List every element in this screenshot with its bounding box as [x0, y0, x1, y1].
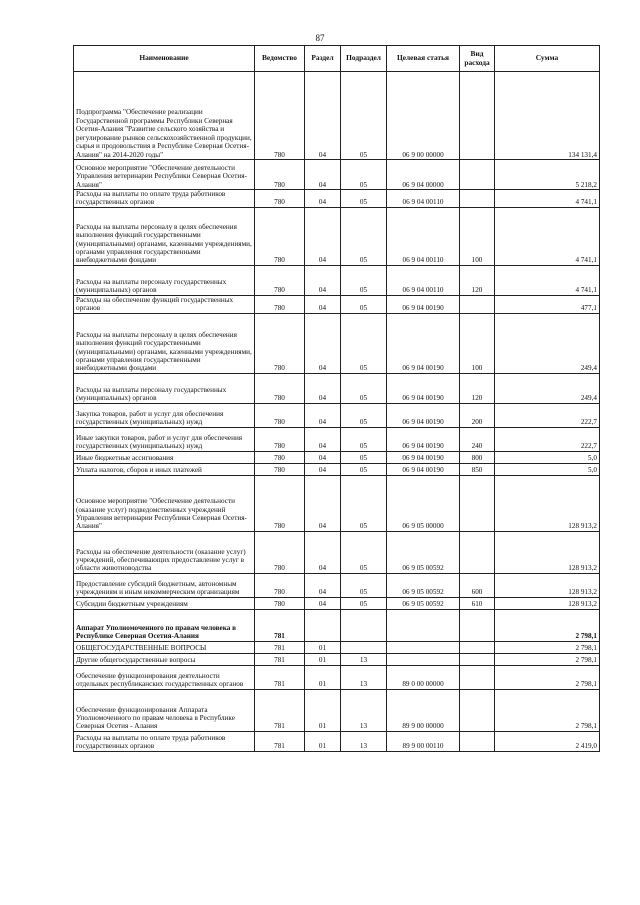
- table-row: [74, 653, 600, 665]
- row-name-cell: Расходы на выплаты по оплате труда работников государственных органов: [74, 190, 255, 208]
- row-target-cell: 06 9 00 00000: [387, 72, 460, 160]
- row-name-cell: Расходы на обеспечение функций государственных органов: [74, 295, 255, 313]
- row-target-cell: 89 9 00 00110: [387, 731, 460, 751]
- row-podrazdel-cell: 05: [341, 72, 387, 160]
- row-razdel-cell: 04: [305, 265, 341, 295]
- table-row: [74, 597, 600, 609]
- row-razdel-cell: [305, 609, 341, 641]
- row-vid-cell: 120: [460, 373, 495, 403]
- row-vid-cell: 240: [460, 427, 495, 451]
- table-row: [74, 463, 600, 475]
- row-target-cell: 06 9 04 00190: [387, 313, 460, 373]
- table-row: [74, 609, 600, 641]
- header-vid: Вид расхода: [460, 46, 495, 72]
- table-row: [74, 451, 600, 463]
- row-name-cell: Основное мероприятие "Обеспечение деятельности Управления ветеринарии Республики Северная Осетия-Алания": [74, 160, 255, 190]
- table-row: [74, 265, 600, 295]
- row-target-cell: 06 9 05 00592: [387, 573, 460, 597]
- row-ved-cell: 780: [255, 190, 305, 208]
- table-row: [74, 190, 600, 208]
- row-razdel-cell: 01: [305, 665, 341, 689]
- row-podrazdel-cell: 05: [341, 531, 387, 573]
- row-razdel-cell: 04: [305, 463, 341, 475]
- row-target-cell: 06 9 04 00110: [387, 265, 460, 295]
- row-sum-cell: 128 913,2: [495, 597, 600, 609]
- row-podrazdel-cell: 05: [341, 373, 387, 403]
- row-sum-cell: 4 741,1: [495, 207, 600, 265]
- row-name-cell: Другие общегосударственные вопросы: [74, 653, 255, 665]
- row-podrazdel-cell: 05: [341, 451, 387, 463]
- row-razdel-cell: 04: [305, 475, 341, 531]
- row-vid-cell: [460, 609, 495, 641]
- row-name-cell: Расходы на обеспечение деятельности (оказание услуг) учреждений, обеспечивающих предоставление услуг в области животноводства: [74, 531, 255, 573]
- row-name-cell: Подпрограмма "Обеспечение реализации Государственной программы Республики Северная Осетия-Алания "Развитие сельского хозяйства и регулирование рынков сельскохозяйственной продукции, сырья и продовольствия в Республике Северная Осетия-Алания" на 2014-2020 годы": [74, 72, 255, 160]
- row-sum-cell: 128 913,2: [495, 475, 600, 531]
- row-podrazdel-cell: 05: [341, 265, 387, 295]
- row-sum-cell: 128 913,2: [495, 573, 600, 597]
- row-target-cell: 06 9 04 00190: [387, 373, 460, 403]
- row-vid-cell: [460, 665, 495, 689]
- row-podrazdel-cell: 05: [341, 190, 387, 208]
- header-ved: Ведомство: [255, 46, 305, 72]
- row-ved-cell: 781: [255, 653, 305, 665]
- row-vid-cell: [460, 641, 495, 653]
- row-sum-cell: 5 218,2: [495, 160, 600, 190]
- row-sum-cell: 2 419,0: [495, 731, 600, 751]
- row-razdel-cell: 04: [305, 190, 341, 208]
- row-razdel-cell: 04: [305, 451, 341, 463]
- row-target-cell: [387, 653, 460, 665]
- table-row: [74, 731, 600, 751]
- row-vid-cell: 600: [460, 573, 495, 597]
- row-ved-cell: 780: [255, 373, 305, 403]
- row-vid-cell: 800: [460, 451, 495, 463]
- row-vid-cell: 610: [460, 597, 495, 609]
- row-name-cell: Обеспечение функционирования Аппарата Уполномоченного по правам человека в Республике Северная Осетия - Алания: [74, 689, 255, 731]
- table-row: [74, 295, 600, 313]
- table-row: [74, 427, 600, 451]
- row-target-cell: 89 9 00 00000: [387, 689, 460, 731]
- row-ved-cell: 781: [255, 689, 305, 731]
- row-razdel-cell: 04: [305, 427, 341, 451]
- row-name-cell: Иные закупки товаров, работ и услуг для обеспечения государственных (муниципальных) нужд: [74, 427, 255, 451]
- row-podrazdel-cell: 05: [341, 160, 387, 190]
- row-razdel-cell: 04: [305, 597, 341, 609]
- row-target-cell: 06 9 04 00110: [387, 207, 460, 265]
- row-ved-cell: 781: [255, 641, 305, 653]
- page-number: 87: [315, 33, 325, 43]
- header-name: Наименование: [74, 46, 255, 72]
- row-vid-cell: 100: [460, 207, 495, 265]
- row-razdel-cell: 01: [305, 731, 341, 751]
- row-vid-cell: 100: [460, 313, 495, 373]
- row-razdel-cell: 04: [305, 72, 341, 160]
- table-row: [74, 641, 600, 653]
- header-razdel: Раздел: [305, 46, 341, 72]
- row-ved-cell: 780: [255, 475, 305, 531]
- table-row: [74, 72, 600, 160]
- row-sum-cell: 4 741,1: [495, 190, 600, 208]
- row-sum-cell: 5,0: [495, 451, 600, 463]
- table-row: [74, 665, 600, 689]
- row-razdel-cell: 01: [305, 641, 341, 653]
- row-podrazdel-cell: 13: [341, 689, 387, 731]
- row-name-cell: Закупка товаров, работ и услуг для обеспечения государственных (муниципальных) нужд: [74, 403, 255, 427]
- row-podrazdel-cell: 05: [341, 475, 387, 531]
- row-ved-cell: 781: [255, 665, 305, 689]
- row-podrazdel-cell: 05: [341, 403, 387, 427]
- row-podrazdel-cell: 05: [341, 427, 387, 451]
- row-ved-cell: 780: [255, 403, 305, 427]
- row-ved-cell: 780: [255, 531, 305, 573]
- row-name-cell: Расходы на выплаты персоналу государственных (муниципальных) органов: [74, 373, 255, 403]
- row-podrazdel-cell: 13: [341, 731, 387, 751]
- row-podrazdel-cell: 05: [341, 597, 387, 609]
- row-vid-cell: [460, 475, 495, 531]
- row-razdel-cell: 04: [305, 313, 341, 373]
- row-name-cell: Предоставление субсидий бюджетным, автономным учреждениям и иным некоммерческим организациям: [74, 573, 255, 597]
- header-podrazdel: Подраздел: [341, 46, 387, 72]
- row-sum-cell: 2 798,1: [495, 665, 600, 689]
- row-vid-cell: [460, 295, 495, 313]
- row-name-cell: Расходы на выплаты персоналу в целях обеспечения выполнения функций государственными (муниципальными) органами, казенными учреждениями, органами управления государственными внебюджетными фондами: [74, 207, 255, 265]
- row-target-cell: 06 9 04 00190: [387, 427, 460, 451]
- row-name-cell: Основное мероприятие "Обеспечение деятельности (оказание услуг) подведомственных учреждений Управления ветеринарии Республики Северная Осетия-Алания": [74, 475, 255, 531]
- row-ved-cell: 780: [255, 427, 305, 451]
- budget-table: [73, 45, 600, 752]
- row-sum-cell: 5,0: [495, 463, 600, 475]
- table-row: [74, 403, 600, 427]
- row-razdel-cell: 01: [305, 689, 341, 731]
- row-ved-cell: 780: [255, 72, 305, 160]
- row-target-cell: 06 9 05 00592: [387, 597, 460, 609]
- row-vid-cell: 200: [460, 403, 495, 427]
- row-ved-cell: 780: [255, 597, 305, 609]
- row-podrazdel-cell: 05: [341, 463, 387, 475]
- row-podrazdel-cell: 13: [341, 665, 387, 689]
- row-ved-cell: 781: [255, 731, 305, 751]
- row-sum-cell: 249,4: [495, 373, 600, 403]
- row-sum-cell: 128 913,2: [495, 531, 600, 573]
- table-row: [74, 373, 600, 403]
- table-row: [74, 531, 600, 573]
- row-name-cell: Уплата налогов, сборов и иных платежей: [74, 463, 255, 475]
- row-vid-cell: [460, 689, 495, 731]
- row-vid-cell: 120: [460, 265, 495, 295]
- row-ved-cell: 781: [255, 609, 305, 641]
- row-razdel-cell: 04: [305, 531, 341, 573]
- row-sum-cell: 2 798,1: [495, 689, 600, 731]
- row-ved-cell: 780: [255, 573, 305, 597]
- row-sum-cell: 222,7: [495, 427, 600, 451]
- table-row: [74, 160, 600, 190]
- row-target-cell: 06 9 04 00190: [387, 451, 460, 463]
- row-name-cell: Расходы на выплаты персоналу в целях обеспечения выполнения функций государственными (муниципальными) органами, казенными учреждениями, органами управления государственными внебюджетными фондами: [74, 313, 255, 373]
- row-vid-cell: [460, 190, 495, 208]
- row-ved-cell: 780: [255, 463, 305, 475]
- row-name-cell: Субсидии бюджетным учреждениям: [74, 597, 255, 609]
- table-row: [74, 207, 600, 265]
- row-podrazdel-cell: [341, 641, 387, 653]
- row-podrazdel-cell: 05: [341, 295, 387, 313]
- row-sum-cell: 2 798,1: [495, 653, 600, 665]
- row-name-cell: Обеспечение функционирования деятельности отдельных республиканских государственных органов: [74, 665, 255, 689]
- row-sum-cell: 222,7: [495, 403, 600, 427]
- row-podrazdel-cell: 05: [341, 313, 387, 373]
- row-vid-cell: [460, 72, 495, 160]
- row-target-cell: [387, 641, 460, 653]
- row-sum-cell: 2 798,1: [495, 609, 600, 641]
- row-name-cell: Иные бюджетные ассигнования: [74, 451, 255, 463]
- row-target-cell: [387, 609, 460, 641]
- row-razdel-cell: 04: [305, 295, 341, 313]
- row-razdel-cell: 04: [305, 573, 341, 597]
- row-vid-cell: [460, 531, 495, 573]
- row-target-cell: 06 9 05 00592: [387, 531, 460, 573]
- row-razdel-cell: 04: [305, 207, 341, 265]
- row-razdel-cell: 04: [305, 160, 341, 190]
- row-sum-cell: 2 798,1: [495, 641, 600, 653]
- row-sum-cell: 249,4: [495, 313, 600, 373]
- table-row: [74, 573, 600, 597]
- row-vid-cell: [460, 653, 495, 665]
- row-razdel-cell: 01: [305, 653, 341, 665]
- row-podrazdel-cell: [341, 609, 387, 641]
- row-target-cell: 06 9 05 00000: [387, 475, 460, 531]
- row-sum-cell: 134 131,4: [495, 72, 600, 160]
- row-target-cell: 06 9 04 00110: [387, 190, 460, 208]
- row-podrazdel-cell: 05: [341, 207, 387, 265]
- row-razdel-cell: 04: [305, 403, 341, 427]
- row-target-cell: 06 9 04 00190: [387, 403, 460, 427]
- row-sum-cell: 477,1: [495, 295, 600, 313]
- row-name-cell: ОБЩЕГОСУДАРСТВЕННЫЕ ВОПРОСЫ: [74, 641, 255, 653]
- table-row: [74, 475, 600, 531]
- table-row: [74, 689, 600, 731]
- row-target-cell: 06 9 04 00190: [387, 463, 460, 475]
- row-ved-cell: 780: [255, 265, 305, 295]
- row-ved-cell: 780: [255, 295, 305, 313]
- row-name-cell: Расходы на выплаты персоналу государственных (муниципальных) органов: [74, 265, 255, 295]
- row-ved-cell: 780: [255, 207, 305, 265]
- row-sum-cell: 4 741,1: [495, 265, 600, 295]
- row-razdel-cell: 04: [305, 373, 341, 403]
- row-podrazdel-cell: 05: [341, 573, 387, 597]
- row-target-cell: 89 0 00 00000: [387, 665, 460, 689]
- row-vid-cell: [460, 160, 495, 190]
- row-name-cell: Расходы на выплаты по оплате труда работников государственных органов: [74, 731, 255, 751]
- row-podrazdel-cell: 13: [341, 653, 387, 665]
- row-target-cell: 06 9 04 00000: [387, 160, 460, 190]
- row-ved-cell: 780: [255, 451, 305, 463]
- header-sum: Сумма: [495, 46, 600, 72]
- table-row: [74, 313, 600, 373]
- row-target-cell: 06 9 04 00190: [387, 295, 460, 313]
- row-ved-cell: 780: [255, 160, 305, 190]
- table-header-row: [74, 46, 600, 72]
- header-target: Целевая статья: [387, 46, 460, 72]
- row-vid-cell: [460, 731, 495, 751]
- row-vid-cell: 850: [460, 463, 495, 475]
- row-name-cell: Аппарат Уполномоченного по правам человека в Республике Северная Осетия-Алания: [74, 609, 255, 641]
- row-ved-cell: 780: [255, 313, 305, 373]
